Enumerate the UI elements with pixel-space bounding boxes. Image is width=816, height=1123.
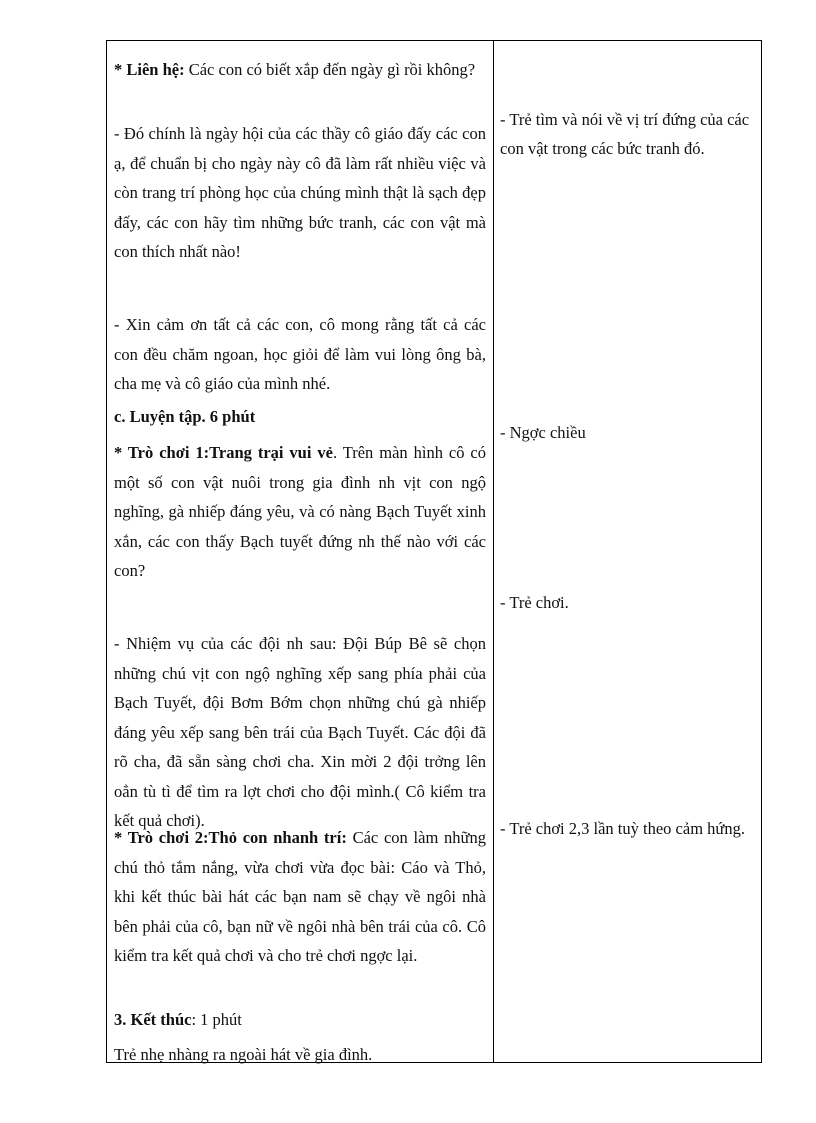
- nhiem-vu-text: - Nhiệm vụ của các đội nh sau: Đội Búp Bê sẽ chọn những chú vịt con ngộ nghĩng xếp sang phía phải của Bạch Tuyết, đội Bơm Bớm chọn những chú gà nhiếp đáng yêu xếp sang bên trái của Bạch Tuyết. Các đội đã rõ cha, đã sẵn sàng chơi cha. Xin mời 2 đội trởng lên oẳn tù tì để tìm ra lợt chơi cho đội mình.( Cô kiểm tra kết quả chơi).: [114, 634, 486, 830]
- tro-choi-2-paragraph: [114, 823, 486, 971]
- cam-on-paragraph: [114, 310, 486, 399]
- lesson-plan-table: [106, 40, 762, 1063]
- right-note-choi-nhieu-lan: - Trẻ chơi 2,3 lần tuỳ theo cảm hứng.: [500, 819, 745, 838]
- teacher-activities-column: [107, 41, 493, 1062]
- lien-he-paragraph: [114, 55, 486, 85]
- luyen-tap-heading-paragraph: [114, 402, 486, 432]
- closing-text: Trẻ nhẹ nhàng ra ngoài hát về gia đình.: [114, 1045, 373, 1064]
- right-note-tre-choi: - Trẻ chơi.: [500, 593, 569, 612]
- closing-paragraph: [114, 1040, 486, 1070]
- child-activities-column: [494, 41, 762, 1062]
- nhiem-vu-paragraph: [114, 629, 486, 836]
- ket-thuc-paragraph: [114, 1005, 486, 1035]
- tro-choi-1-text: . Trên màn hình cô có một số con vật nuôi trong gia đình nh vịt con ngộ nghĩng, gà nhiếp đáng yêu, và có nàng Bạch Tuyết xinh xắn, các con thấy Bạch tuyết đứng nh thế nào với các con?: [114, 443, 486, 580]
- ngay-hoi-text: - Đó chính là ngày hội của các thầy cô giáo đấy các con ạ, để chuẩn bị cho ngày này cô đã làm rất nhiều việc và còn trang trí phòng học của chúng mình thật là sạch đẹp đấy, các con hãy tìm những bức tranh, các con vật mà con thích nhất nào!: [114, 124, 486, 261]
- tro-choi-2-text: Các con làm những chú thỏ tắm nắng, vừa chơi vừa đọc bài: Cáo và Thỏ, khi kết thúc bài hát các bạn nam sẽ chạy về ngôi nhà bên phải của cô, bạn nữ về ngôi nhà bên trái của cô. Cô kiểm tra kết quả chơi và cho trẻ chơi ngợc lại.: [114, 828, 486, 965]
- right-note-nguoc-chieu: - Ngợc chiều: [500, 423, 586, 442]
- ket-thuc-text: : 1 phút: [191, 1010, 242, 1029]
- cam-on-text: - Xin cảm ơn tất cả các con, cô mong rằng tất cả các con đều chăm ngoan, học giỏi để làm vui lòng ông bà, cha mẹ và cô giáo của mình nhé.: [114, 315, 486, 393]
- lien-he-heading: * Liên hệ:: [114, 60, 185, 79]
- luyen-tap-heading: c. Luyện tập. 6 phút: [114, 407, 256, 426]
- ket-thuc-heading: 3. Kết thúc: [114, 1010, 192, 1029]
- ngay-hoi-paragraph: [114, 119, 486, 267]
- lien-he-text: Các con có biết xắp đến ngày gì rồi không?: [184, 60, 476, 79]
- tro-choi-1-heading: * Trò chơi 1:Trang trại vui vẻ: [114, 443, 333, 462]
- tro-choi-1-paragraph: [114, 438, 486, 586]
- tro-choi-2-heading: * Trò chơi 2:Thỏ con nhanh trí:: [114, 828, 347, 847]
- right-note-find-animals: - Trẻ tìm và nói về vị trí đứng của các con vật trong các bức tranh đó.: [500, 110, 750, 158]
